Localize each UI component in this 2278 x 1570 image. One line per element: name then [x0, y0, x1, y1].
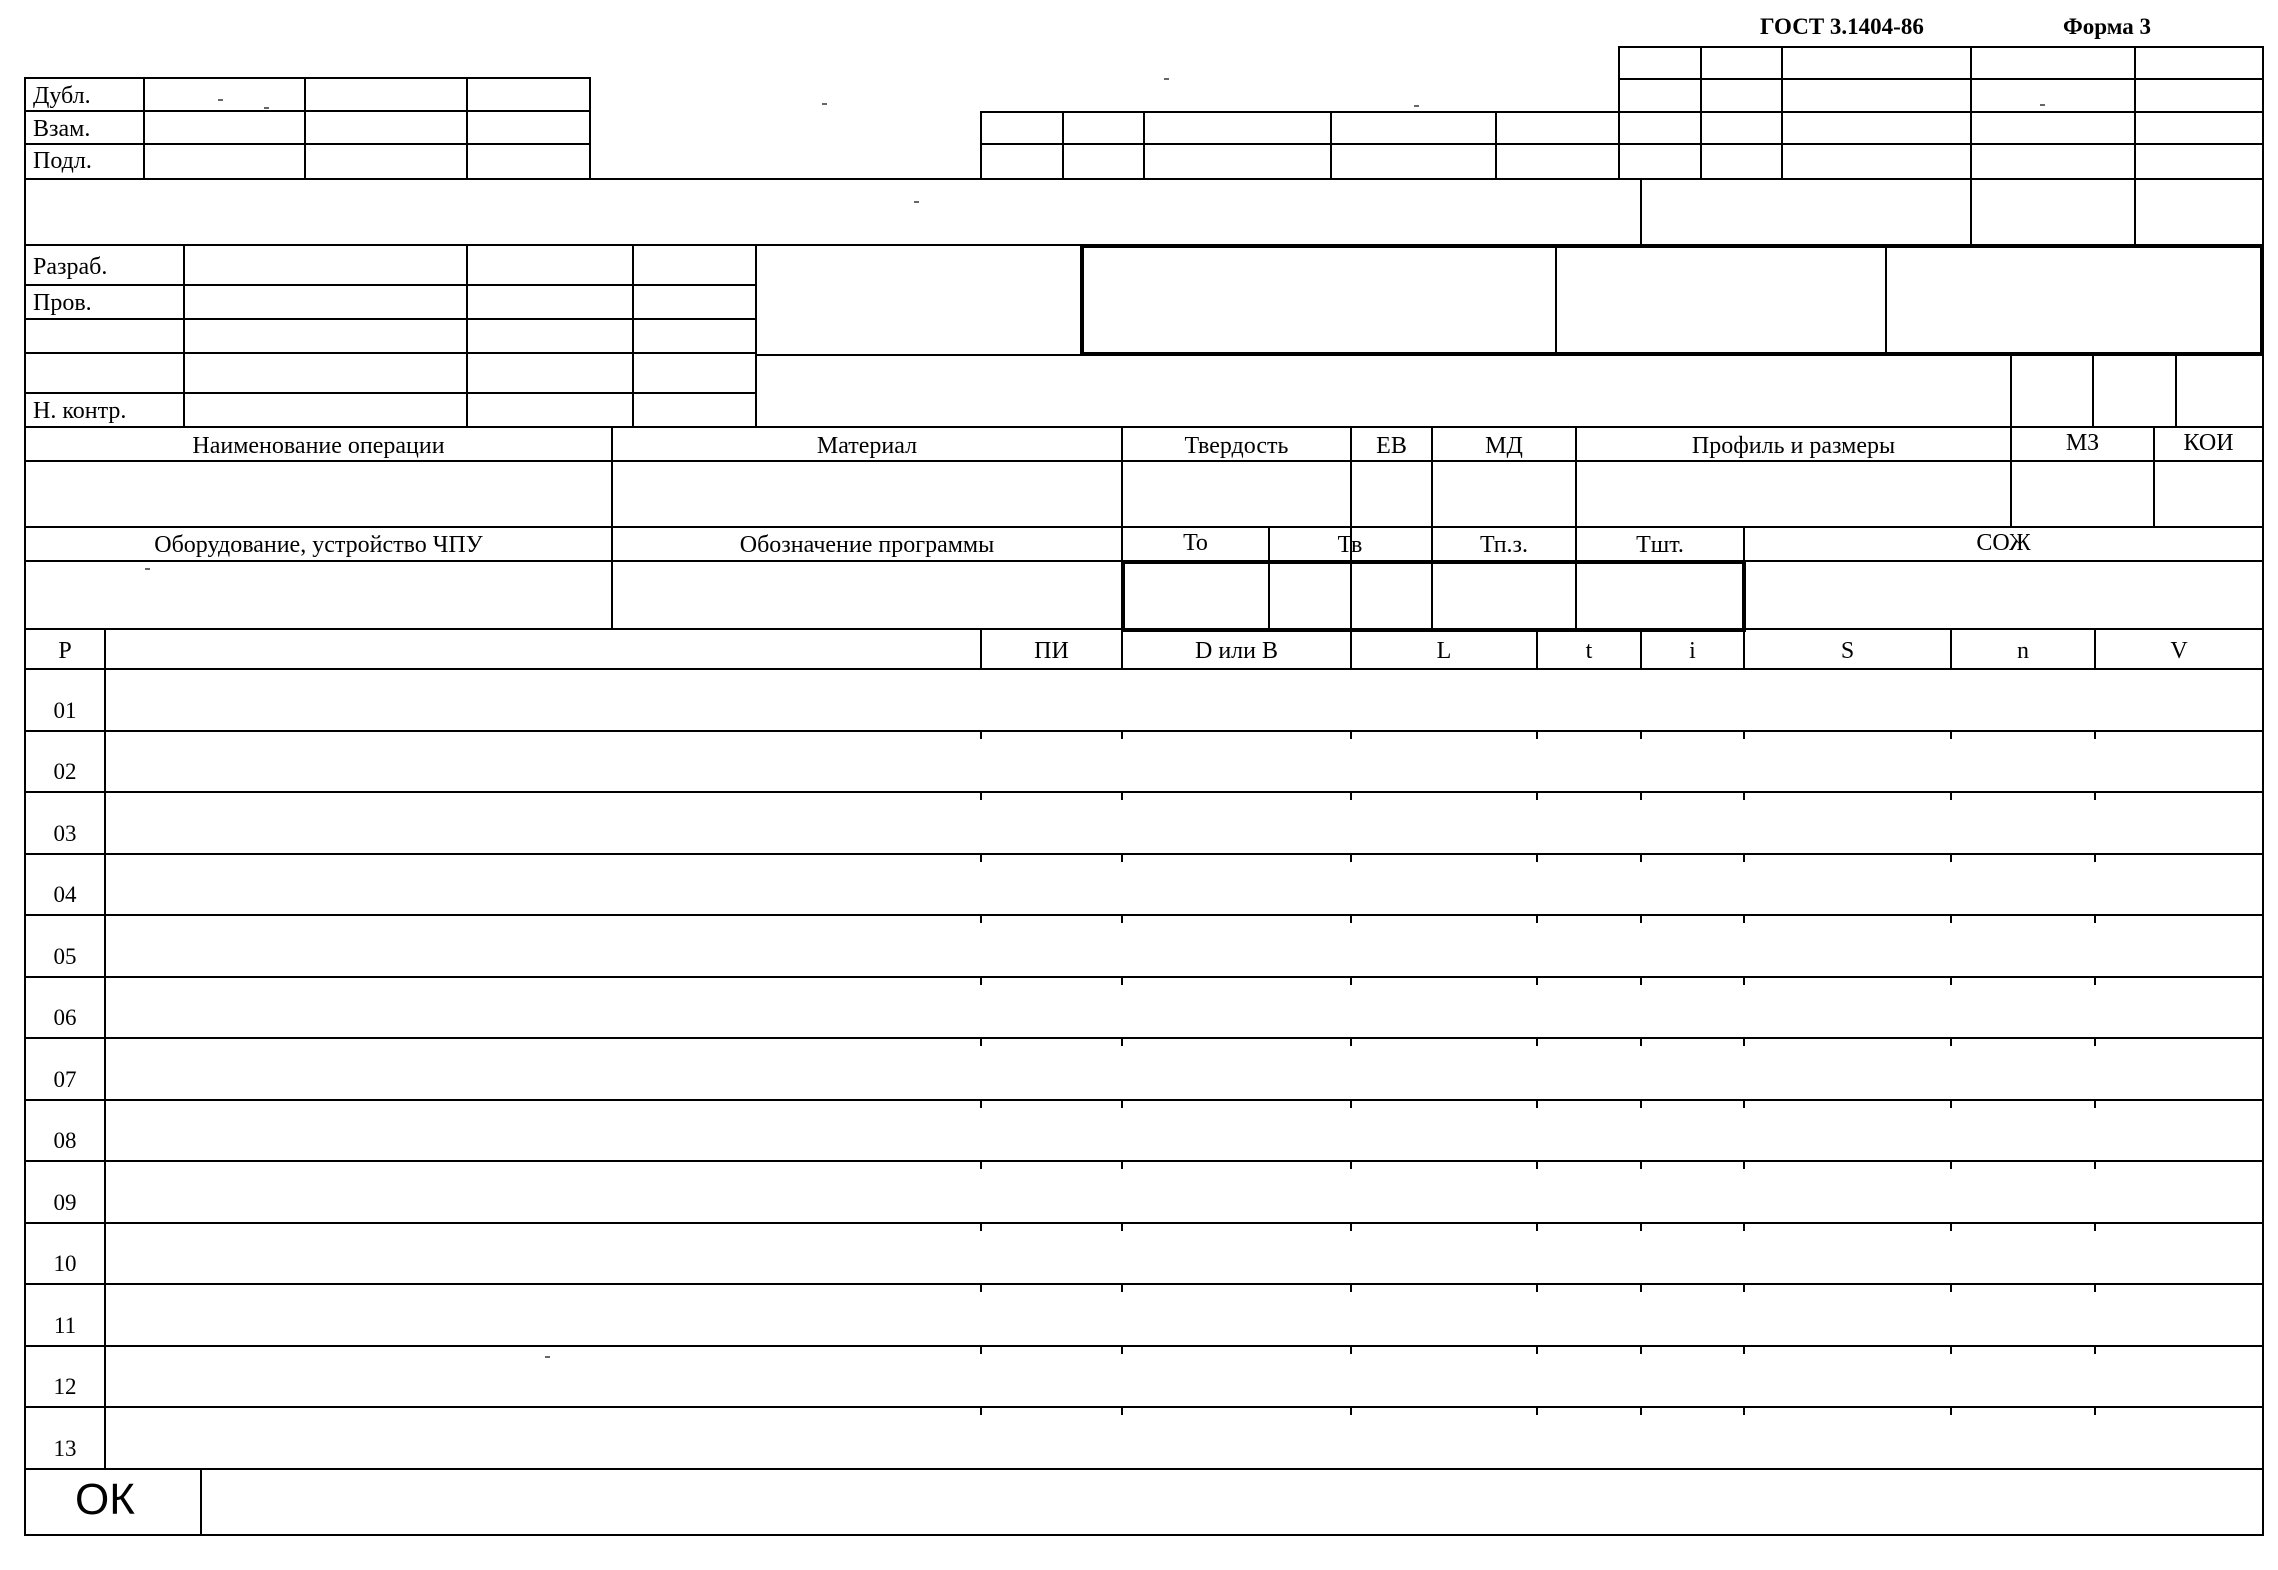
- row-tick: [1640, 853, 1642, 862]
- row-tick: [2094, 1099, 2096, 1108]
- mz-header: МЗ: [2065, 430, 2100, 456]
- i-header: i: [1689, 638, 1696, 664]
- row-tick: [2094, 1406, 2096, 1415]
- row-tick: [1121, 1283, 1123, 1292]
- row-tick: [1536, 791, 1538, 800]
- row-divider: [24, 853, 2264, 855]
- row-tick: [1536, 1283, 1538, 1292]
- row-tick: [1536, 853, 1538, 862]
- row-tick: [980, 1406, 982, 1415]
- row-tick: [2094, 1222, 2096, 1231]
- row-tick: [1640, 1283, 1642, 1292]
- row-tick: [1121, 791, 1123, 800]
- row-tick: [2094, 1283, 2096, 1292]
- row-tick: [980, 1345, 982, 1354]
- row-tick: [1640, 1160, 1642, 1169]
- to-header: То: [1183, 530, 1208, 556]
- row-tick: [1536, 914, 1538, 923]
- row-tick: [980, 853, 982, 862]
- row-tick: [980, 1222, 982, 1231]
- row-tick: [1536, 1345, 1538, 1354]
- row-number: 04: [53, 882, 77, 907]
- operation-name-header: Наименование операции: [192, 433, 445, 459]
- row-tick: [1536, 1099, 1538, 1108]
- row-tick: [1350, 1160, 1352, 1169]
- row-tick: [1640, 1345, 1642, 1354]
- row-tick: [980, 1160, 982, 1169]
- row-divider: [24, 1345, 2264, 1347]
- row-tick: [1536, 1406, 1538, 1415]
- row-tick: [1743, 976, 1745, 985]
- row-tick: [2094, 791, 2096, 800]
- d-or-b-header: D или B: [1194, 638, 1278, 664]
- row-tick: [1743, 914, 1745, 923]
- row-tick: [1350, 1345, 1352, 1354]
- row-tick: [980, 1037, 982, 1046]
- pi-header: ПИ: [1034, 638, 1069, 664]
- v-header: V: [2170, 638, 2188, 664]
- p-header: Р: [58, 638, 72, 664]
- row-tick: [1350, 1283, 1352, 1292]
- t-header: t: [1585, 638, 1593, 664]
- row-number: 11: [53, 1313, 77, 1338]
- ok-label: ОК: [75, 1475, 135, 1524]
- profile-header: Профиль и размеры: [1691, 433, 1896, 459]
- row-number: 12: [53, 1374, 77, 1399]
- row-tick: [1743, 1037, 1745, 1046]
- row-tick: [1350, 914, 1352, 923]
- row-number: 02: [53, 759, 77, 784]
- row-tick: [2094, 1345, 2096, 1354]
- form-label: Форма 3: [2063, 14, 2151, 39]
- row-tick: [1950, 1099, 1952, 1108]
- row-tick: [2094, 853, 2096, 862]
- equipment-header: Оборудование, устройство ЧПУ: [154, 532, 483, 558]
- row-tick: [1121, 1160, 1123, 1169]
- row-tick: [1950, 1345, 1952, 1354]
- row-tick: [1536, 730, 1538, 739]
- row-tick: [1950, 976, 1952, 985]
- row-tick: [1640, 1222, 1642, 1231]
- tv-header: Тв: [1337, 532, 1363, 558]
- row-tick: [1536, 976, 1538, 985]
- podl-label: Подл.: [33, 148, 92, 174]
- row-tick: [1121, 976, 1123, 985]
- row-tick: [1121, 914, 1123, 923]
- row-divider: [24, 1283, 2264, 1285]
- l-header: L: [1436, 638, 1452, 664]
- row-tick: [1743, 1099, 1745, 1108]
- row-tick: [1121, 1099, 1123, 1108]
- row-tick: [1950, 1222, 1952, 1231]
- row-number: 03: [53, 821, 77, 846]
- row-tick: [980, 1283, 982, 1292]
- title-box: [1080, 244, 2264, 356]
- ev-header: ЕВ: [1376, 433, 1407, 459]
- row-tick: [1536, 1222, 1538, 1231]
- row-tick: [1743, 1406, 1745, 1415]
- soj-header: СОЖ: [1976, 530, 2031, 556]
- row-tick: [1950, 853, 1952, 862]
- row-tick: [1640, 791, 1642, 800]
- row-number: 07: [53, 1067, 77, 1092]
- tpz-header: Тп.з.: [1479, 532, 1529, 558]
- row-tick: [1950, 791, 1952, 800]
- row-number: 13: [53, 1436, 77, 1461]
- row-tick: [1121, 1222, 1123, 1231]
- row-tick: [1121, 853, 1123, 862]
- row-tick: [1743, 1283, 1745, 1292]
- row-divider: [24, 1037, 2264, 1039]
- row-divider: [24, 976, 2264, 978]
- row-tick: [1950, 1160, 1952, 1169]
- row-tick: [980, 976, 982, 985]
- dubl-label: Дубл.: [33, 83, 91, 109]
- row-tick: [1121, 730, 1123, 739]
- tsht-header: Тшт.: [1636, 532, 1684, 558]
- row-tick: [1743, 1345, 1745, 1354]
- row-tick: [1640, 1099, 1642, 1108]
- row-divider: [24, 791, 2264, 793]
- row-divider: [24, 1222, 2264, 1224]
- n-header: n: [2017, 638, 2029, 664]
- row-tick: [1350, 1222, 1352, 1231]
- row-tick: [2094, 1160, 2096, 1169]
- vzam-label: Взам.: [33, 116, 91, 142]
- md-header: МД: [1485, 433, 1523, 459]
- row-number: 06: [53, 1005, 77, 1030]
- row-number: 08: [53, 1128, 77, 1153]
- row-tick: [1743, 853, 1745, 862]
- gost-label: ГОСТ 3.1404-86: [1760, 14, 1924, 39]
- row-tick: [1950, 1283, 1952, 1292]
- row-tick: [1640, 914, 1642, 923]
- row-tick: [2094, 1037, 2096, 1046]
- hardness-header: Твердость: [1184, 433, 1289, 459]
- row-tick: [1640, 730, 1642, 739]
- row-tick: [1350, 1099, 1352, 1108]
- row-tick: [2094, 914, 2096, 923]
- row-tick: [1950, 730, 1952, 739]
- row-tick: [1950, 1406, 1952, 1415]
- row-tick: [1950, 914, 1952, 923]
- row-number: 01: [53, 698, 77, 723]
- row-number: 05: [53, 944, 77, 969]
- row-divider: [24, 730, 2264, 732]
- row-tick: [2094, 976, 2096, 985]
- row-divider: [24, 1099, 2264, 1101]
- razrab-label: Разраб.: [33, 254, 108, 280]
- row-tick: [1536, 1037, 1538, 1046]
- row-tick: [1121, 1406, 1123, 1415]
- material-header: Материал: [816, 433, 918, 459]
- row-tick: [1640, 1406, 1642, 1415]
- row-tick: [1536, 1160, 1538, 1169]
- row-tick: [980, 791, 982, 800]
- program-header: Обозначение программы: [739, 532, 995, 558]
- row-number: 10: [53, 1251, 77, 1276]
- row-tick: [1743, 1160, 1745, 1169]
- row-tick: [980, 914, 982, 923]
- row-tick: [1743, 730, 1745, 739]
- row-tick: [1350, 730, 1352, 739]
- row-tick: [1640, 976, 1642, 985]
- time-box: [1121, 560, 1746, 632]
- s-header: S: [1840, 638, 1855, 664]
- row-divider: [24, 1160, 2264, 1162]
- row-tick: [1121, 1037, 1123, 1046]
- koi-header: КОИ: [2183, 430, 2234, 456]
- row-tick: [1121, 1345, 1123, 1354]
- row-tick: [1743, 1222, 1745, 1231]
- row-divider: [24, 914, 2264, 916]
- row-tick: [1350, 976, 1352, 985]
- row-tick: [1350, 853, 1352, 862]
- row-tick: [1640, 1037, 1642, 1046]
- row-tick: [1950, 1037, 1952, 1046]
- row-tick: [980, 730, 982, 739]
- row-number: 09: [53, 1190, 77, 1215]
- row-tick: [2094, 730, 2096, 739]
- row-tick: [1350, 1037, 1352, 1046]
- row-tick: [980, 1099, 982, 1108]
- row-divider: [24, 1406, 2264, 1408]
- row-tick: [1743, 791, 1745, 800]
- row-tick: [1350, 1406, 1352, 1415]
- n-kontr-label: Н. контр.: [33, 398, 127, 424]
- prov-label: Пров.: [33, 290, 92, 316]
- row-tick: [1350, 791, 1352, 800]
